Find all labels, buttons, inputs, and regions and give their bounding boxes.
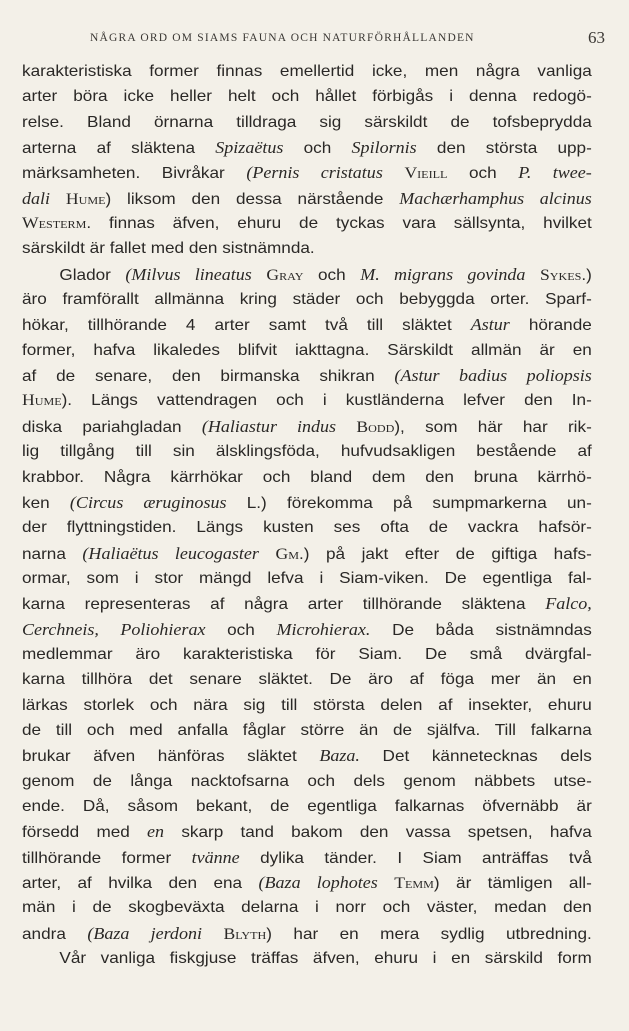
text-span: skarp tand bakom den vassa spetsen, hafva <box>164 824 592 842</box>
text-line <box>22 845 592 870</box>
text-line <box>22 388 592 413</box>
italic-span: Cerchneis, Poliohierax <box>22 619 206 639</box>
text-line <box>22 617 592 642</box>
text-line <box>22 59 592 84</box>
text-span: lig tillgång till sin älsklingsföda, hufvudsakligen bestående af <box>22 443 592 461</box>
text-line <box>22 211 592 236</box>
text-span: lärkas storlek och nära sig till största delen af insekter, ehuru <box>22 696 592 714</box>
italic-span: Spizaëtus <box>215 138 284 158</box>
text-line <box>22 895 592 920</box>
italic-span: Spilornis <box>351 138 417 158</box>
small-caps-span: Hume <box>65 190 106 208</box>
italic-span: tvänne <box>191 847 240 867</box>
text-span: märksamheten. Bivråkar <box>22 165 247 183</box>
text-line <box>22 287 592 312</box>
text-span: former, hafva likaledes blifvit iakttagna. Särskildt allmän är en <box>22 341 592 359</box>
italic-span: Machærhamphus alcinus <box>399 188 592 208</box>
text-span: krabbor. Några kärrhökar och bland dem den bruna kärrhö- <box>22 468 592 486</box>
text-line <box>22 693 592 718</box>
text-span: ). Längs vattendragen och i kustländerna lefver den In- <box>61 392 592 410</box>
text-span <box>202 926 223 943</box>
text-line <box>22 110 592 135</box>
running-title: NÅGRA ORD OM SIAMS FAUNA OCH NATURFÖRHÅLLANDEN <box>90 32 475 44</box>
text-line <box>22 262 592 287</box>
text-span <box>252 267 267 284</box>
italic-span: P. twee- <box>518 163 592 183</box>
text-line <box>22 490 592 515</box>
text-line <box>22 566 592 591</box>
text-line <box>22 338 592 363</box>
text-span: Vår vanliga fiskgjuse träffas äfven, ehuru i en särskild form <box>59 950 592 968</box>
text-line <box>22 769 592 794</box>
text-span: hörande <box>509 317 592 335</box>
small-caps-span: Sykes <box>539 266 582 284</box>
italic-span: M. migrans govinda <box>360 264 526 284</box>
text-span: . finnas äfven, ehuru de tyckas vara sällsynta, hvilket <box>86 215 592 233</box>
text-span <box>378 875 394 892</box>
text-line <box>22 84 592 109</box>
italic-span: (Baza jerdoni <box>87 923 203 943</box>
text-span: arter, af hvilka den ena <box>22 875 259 892</box>
text-span: andra <box>22 925 88 943</box>
text-line <box>22 465 592 490</box>
text-line <box>22 186 592 211</box>
italic-span: (Circus æruginosus <box>69 492 227 512</box>
text-span: försedd med <box>22 824 148 842</box>
text-span: äro framförallt allmänna kring städer och bebyggda orter. Sparf- <box>22 291 592 309</box>
italic-span: Microhierax. <box>276 619 371 639</box>
text-span <box>383 165 405 182</box>
text-span: .) på jakt efter de giftiga hafs- <box>298 545 592 563</box>
text-span: hökar, tillhörande 4 arter samt två till släktet <box>22 317 471 335</box>
page-header <box>22 28 607 48</box>
small-caps-span: Gray <box>266 266 304 284</box>
small-caps-span: Bodd <box>356 418 395 436</box>
text-span: ), som här har rik- <box>394 418 592 436</box>
text-span: och <box>283 140 352 158</box>
text-span: Det kännetecknas dels <box>359 748 592 766</box>
text-span: medlemmar äro karakteristiska för Siam. De små dvärgfal- <box>22 645 592 663</box>
text-span: ormar, som i stor mängd lefva i Siam-viken. De egentliga fal- <box>22 569 592 587</box>
italic-span: Astur <box>470 315 510 335</box>
text-span: ken <box>22 494 70 512</box>
text-span: brukar äfven hänföras släktet <box>22 748 320 766</box>
italic-span: (Astur badius poliopsis <box>394 366 592 386</box>
text-span: ende. Då, såsom bekant, de egentliga falkarnas öfvernäbb är <box>22 797 592 815</box>
text-line <box>22 921 592 946</box>
text-span: män i de skogbeväxta delarna i norr och väster, medan den <box>22 899 592 917</box>
text-span: diska pariahgladan <box>22 418 202 436</box>
small-caps-span: Gm <box>275 545 299 563</box>
text-span: Glador <box>59 266 126 284</box>
text-span: af de senare, den birmanska shikran <box>22 368 395 386</box>
text-line <box>22 642 592 667</box>
text-line <box>22 439 592 464</box>
text-line <box>22 312 592 337</box>
text-span: de till och med anfalla fåglar större än de själfva. Till falkarna <box>22 721 592 739</box>
text-line <box>22 160 592 185</box>
text-line <box>22 591 592 616</box>
text-span <box>259 546 276 563</box>
italic-span: en <box>147 822 165 842</box>
italic-span: (Pernis cristatus <box>246 163 383 183</box>
text-line <box>22 743 592 768</box>
small-caps-span: Westerm <box>22 215 87 233</box>
text-span: och <box>447 165 519 183</box>
small-caps-span: Temm <box>394 875 434 892</box>
italic-span: Baza. <box>319 746 360 766</box>
text-line <box>22 541 592 566</box>
text-span: narna <box>22 545 83 563</box>
text-span: relse. Bland örnarna tilldraga sig särskildt de tofsbeprydda <box>22 113 592 131</box>
text-span: De båda sistnämndas <box>370 621 592 639</box>
text-span: arter böra icke heller helt och hållet förbigås i denna redogö- <box>22 88 592 106</box>
italic-span: (Haliastur indus <box>201 416 337 436</box>
text-line <box>22 667 592 692</box>
italic-span: dali <box>22 188 51 208</box>
text-span: genom de långa nacktofsarna och dels genom näbbets utse- <box>22 772 592 790</box>
text-span: arterna af släktena <box>22 140 216 158</box>
text-span: tillhörande former <box>22 849 192 867</box>
text-span: ) är tämligen all- <box>433 875 592 892</box>
body-text <box>22 59 592 971</box>
italic-span: (Baza lophotes <box>258 873 378 892</box>
text-span <box>50 191 66 208</box>
text-line <box>22 819 592 844</box>
text-span: ) liksom den dessa närstående <box>105 190 400 208</box>
small-caps-span: Hume <box>22 392 62 410</box>
text-span: särskildt är fallet med den sistnämnda. <box>22 240 315 258</box>
text-span <box>525 267 540 284</box>
text-line <box>22 363 592 388</box>
text-line <box>22 414 592 439</box>
text-span: karna representeras af några arter tillhörande släktena <box>22 596 546 614</box>
text-span: .) <box>581 266 592 284</box>
text-line <box>22 135 592 160</box>
text-span: och <box>303 266 361 284</box>
text-span: och <box>205 621 277 639</box>
text-span: karna tillhöra det senare släktet. De äro af föga mer än en <box>22 671 592 689</box>
small-caps-span: Blyth <box>223 925 267 943</box>
text-span <box>336 419 356 436</box>
small-caps-span: Vieill <box>404 165 448 183</box>
text-line <box>22 870 592 895</box>
italic-span: (Milvus lineatus <box>125 264 252 284</box>
text-line <box>22 794 592 819</box>
text-span: L.) förekomma på sumpmarkerna un- <box>226 494 592 512</box>
text-span: der flyttningstiden. Längs kusten ses ofta de vackra hafsör- <box>22 519 592 537</box>
text-span: karakteristiska former finnas emellertid icke, men några vanliga <box>22 63 592 80</box>
text-span: dylika tänder. I Siam anträffas två <box>239 849 592 867</box>
italic-span: Falco, <box>545 594 592 614</box>
text-line <box>22 236 592 261</box>
page-number: 63 <box>588 28 605 47</box>
text-line <box>22 515 592 540</box>
text-span: ) har en mera sydlig utbredning. <box>266 925 592 943</box>
text-span: den största upp- <box>416 140 592 158</box>
italic-span: (Haliaëtus leucogaster <box>82 543 259 563</box>
text-line <box>22 946 592 971</box>
text-line <box>22 718 592 743</box>
